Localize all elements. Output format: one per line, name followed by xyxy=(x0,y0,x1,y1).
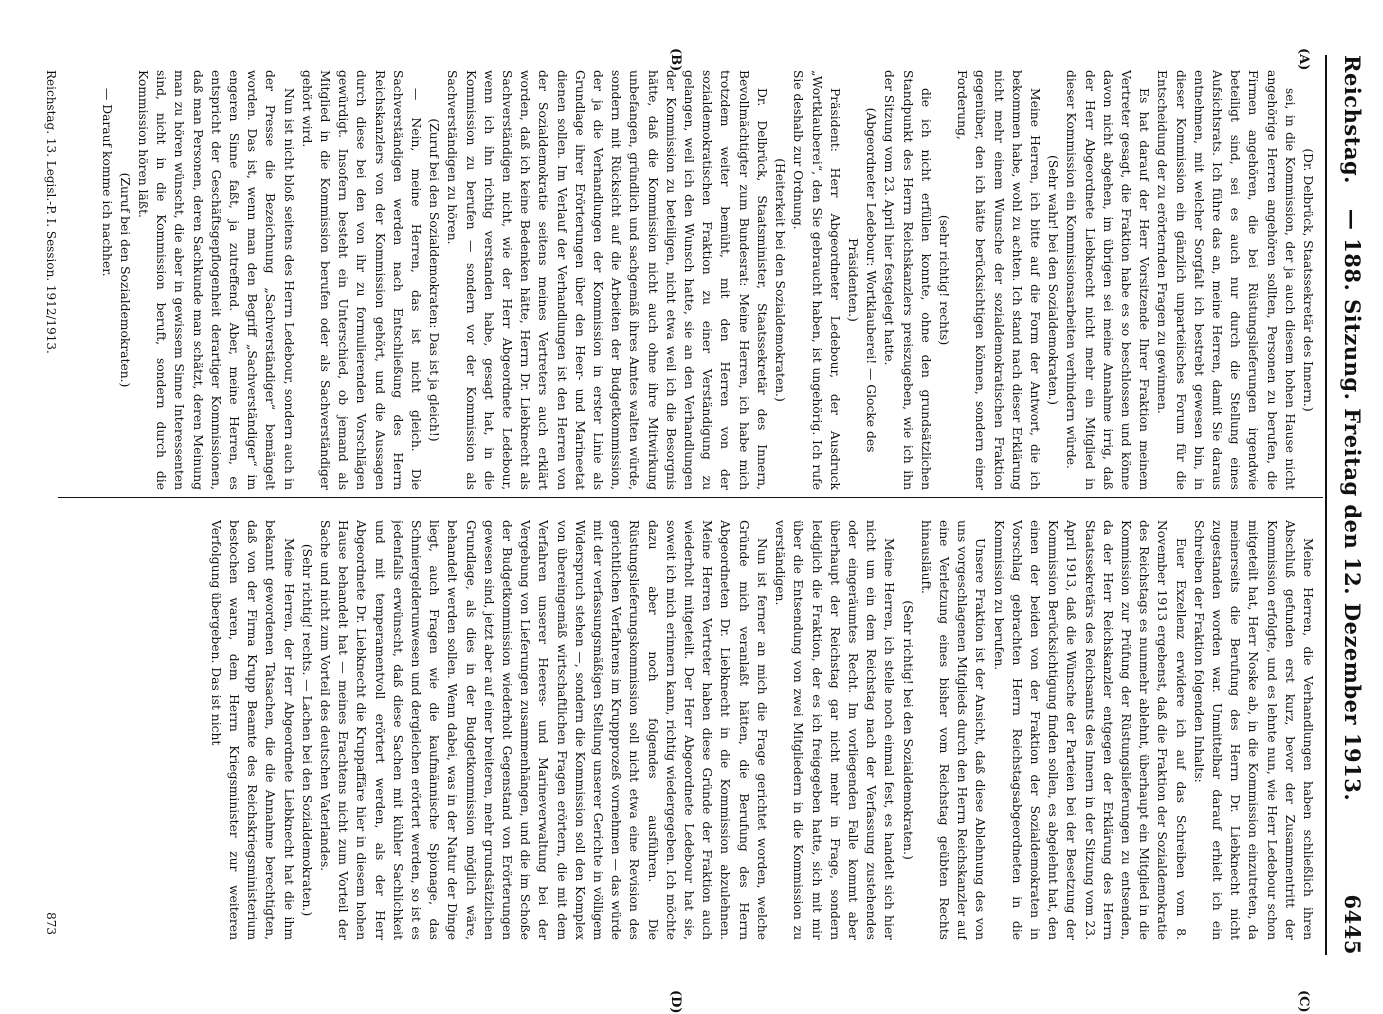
page-header xyxy=(1325,55,1365,955)
paragraph: Euer Exzellenz erwidere ich auf das Schreiben vom 8. November 1913 ergebenst, daß die Fraktion der Sozialdemokratie des Reichstags es nunmehr ablehnt, überhaupt ein Mitglied in die Kommission zur Prüfung der Rüstungslieferungen zu entsenden, da der Herr Reichskanzler entgegen der Erklärung des Herrn Staatssekretärs des Reichsamts des Innern in der Sitzung vom 23. April 1913, daß die Wünsche der Parteien bei der Besetzung der Kommission Berücksichtigung finden sollen, es abgelehnt hat, den einen der beiden von der Fraktion der Sozialdemokraten in Vorschlag gebrachten Herrn Reichstagsabgeordneten in die Kommission zu berufen. xyxy=(991,520,1188,940)
paragraph: (sehr richtig! rechts) xyxy=(936,214,951,346)
paragraph: Nun ist ferner an mich die Frage gerichtet worden, welche Gründe mich veranlaßt hätten, die Berufung des Herrn Abgeordneten Dr. Liebknecht in die Kommission abzulehnen. Meine Herren Vertreter haben diese Gründe der Fraktion auch wiederholt mitgeteilt. Der Herr Abgeordnete Ledebour hat sie, soweit ich mich erinnern kann, richtig wiedergegeben. Ich möchte dazu aber noch folgendes ausführen. Die Rüstungslieferungskommission soll nicht etwa eine Revision des gerichtlichen Verfahrens im Kruppprozeß vornehmen — das würde mit der verfassungsmäßigen Stellung unserer Gerichte in völligem Widerspruch stehen —, sondern die Kommission soll den Komplex von übereingemäß wirtschaftlichen Fragen erörtern, die mit dem Verfahren unserer Heeres- und Marineverwaltung bei der Vergebung von Lieferungen zusammenhängen, und die im Schoße der Budgetkommission wiederholt Gegenstand von Erörterungen gewesen sind, jetzt aber auf einer breiteren, mehr grundsätzlichen Grundlage, als dies in der Budgetkommission möglich wäre, behandelt werden sollen. Wenn dabei, was in der Natur der Dinge liegt, auch Fragen wie die kaufmännische Spionage, das Schmiergelderunwesen und dergleichen erörtert werden, so ist es jedenfalls erwünscht, daß diese Sachen mit kühler Sachlichkeit und mit temperamentvoll erörtert werden, als der Herr Abgeordnete Dr. Liebknecht die Kruppaffäre hier in diesem hohen Hause behandelt hat — meines Erachtens nicht zum Vorteil der Sache und nicht zum Vorteil des deutschen Vaterlandes. xyxy=(318,520,769,940)
paragraph: (Zuruf bei den Sozialdemokraten: Das ist ja gleich!) xyxy=(427,118,442,442)
paragraph: Es hat darauf der Herr Vorsitzende Ihrer Fraktion meinem Vertreter gesagt, die Fraktion habe es so beschlossen und könne davon nicht abgehen, im übrigen sei meine Annahme irrig, daß der Herr Abgeordnete Liebknecht nicht mehr ein Mitglied in dieser Kommission ein Kommissionsarbeiten verhindern würde. xyxy=(1064,70,1152,490)
margin-marker-b: (B) xyxy=(668,48,683,72)
paragraph: (Zuruf bei den Sozialdemokraten.) xyxy=(117,172,132,388)
paragraph: (Abgeordneter Ledebour: Wortklauberei! — Glocke des Präsidenten.) xyxy=(845,107,879,453)
paragraph: (Heiterkeit bei den Sozialdemokraten.) xyxy=(773,158,788,402)
header-session: — 188. Sitzung. Freitag den 12. Dezember 1913. xyxy=(1340,208,1365,802)
paragraph: (Sehr wahr! bei den Sozialdemokraten.) xyxy=(1046,155,1061,405)
margin-marker-c: (C) xyxy=(1296,990,1311,1013)
paragraph: Meine Herren, ich bitte auf die Form der Antwort, die ich bekommen habe, wohl zu achten. Ich stand nach dieser Erklärung nicht mehr einem Wunsche der sozialdemokratischen Fraktion gegenüber, den ich hätte berücksichtigen können, sondern einer Forderung, xyxy=(955,70,1042,490)
paragraph: (Dr. Delbrück, Staatssekretär des Innern.) xyxy=(1301,148,1315,412)
paragraph: — Darauf komme ich nachher. xyxy=(99,88,114,277)
paragraph: Meine Herren, der Herr Abgeordnete Liebknecht hat die ihm bekannt gewordenen Tatsachen, die die Annahme berechtigten, daß von der Firma Krupp Beamte des Reichskriegsministerium bestochen waren, dem Herrn Kriegsminister zur weiteren Verfolgung übergeben. Das ist nicht xyxy=(208,520,296,940)
paragraph: sei, in die Kommission, der ja auch diesem hohen Hause nicht angehörige Herren angehören sollten, Personen zu berufen, die Firmen angehören, die bei Rüstungslieferungen irgendwie beteiligt sind, sei es auch nur durch die Stellung eines Aufsichtsrats. Ich führe das an, meine Herren, damit Sie daraus entnehmen, mit welcher Sorgfalt ich bestrebt gewesen bin, in dieser Kommission ein gänzlich unparteiisches Forum für die Entscheidung der zu erörternden Fragen zu gewinnen. xyxy=(1155,70,1297,490)
footer-session-info: Reichstag. 13. Legisl.-P. I. Session. 1912/1913. xyxy=(44,70,58,354)
left-text-column xyxy=(67,70,1317,490)
paragraph: Dr. Delbrück, Staatsminister, Staatssekretär des Innern, Bevollmächtigter zum Bundesrat: Meine Herren, ich habe mich trotzdem weiter bemüht, mit den Herren von der sozialdemokratischen Fraktion zu einer Verständigung zu gelangen, weil ich den Wunsch hatte, sie an den Verhandlungen der Kommission zu beteiligen, nicht etwa weil ich die Besorgnis hätte, daß die Kommission nicht auch ohne ihre Mitwirkung unbefangen, gründlich und sachgemäß ihres Amtes walten würde, sondern mit Rücksicht auf die Arbeiten der Budgetkommission, der ja die Verhandlungen der Kommission in erster Linie als Grundlage ihrer Erörterungen über den Heer- und Marineetat dienen sollen. Im Verlauf der Verhandlungen ist den Herren von der Sozialdemokratie seitens meines Vertreters auch erklärt worden, daß ich keine Bedenken hätte, Herrn Dr. Liebknecht als Sachverständigen nicht, wie der Herr Abgeordnete Ledebour, wenn ich ihn richtig verstanden habe, gesagt hat, in die Kommission zu berufen — sondern vor der Kommission als Sachverständigen zu hören. xyxy=(445,70,769,490)
paragraph: Nun ist nicht bloß seitens des Herrn Ledebour, sondern auch in der Presse die Bezeichnung „Sachverständiger“ bemängelt worden. Das ist, wenn man den Begriff „Sachverständiger“ im engeren Sinne faßt, ja zutreffend. Aber, meine Herren, es entspricht der Geschäftsgepflogenheit derartiger Kommissionen, daß man Personen, deren Sachkunde man schätzt, deren Meinung man zu hören wünscht, die aber in gewissem Sinne Interessenten sind, nicht in die Kommission beruft, sondern durch die Kommission hören läßt. xyxy=(136,70,296,490)
paragraph: — Nein, meine Herren, das ist nicht gleich. Die Sachverständigen werden nach Entschließung des Herrn Reichskanzlers von der Kommission gehört, und die Aussagen durch diese bei den von ihr zu formulierenden Vorschlägen gewürdigt. Insofern besteht ein Unterschied, ob jemand als Mitglied in die Kommission berufen oder als Sachverständiger gehört wird. xyxy=(299,70,424,490)
paragraph: (Sehr richtig! rechts. — Lachen bei den Sozialdemokraten.) xyxy=(299,543,314,917)
header-rule xyxy=(1325,55,1327,955)
right-text-column xyxy=(67,520,1317,940)
header-publication: Reichstag. xyxy=(1340,55,1365,184)
footer-sheet-number: 873 xyxy=(44,912,58,935)
paragraph: Meine Herren, ich stelle noch einmal fest, es handelt sich hier nicht um ein dem Reichstag nach der Verfassung zustehendes oder eingeräumtes Recht. Im vorliegenden Falle kommt aber überhaupt der Reichstag gar nicht mehr in Frage, sondern lediglich die Fraktion, der es ich freigegeben hatte, sich mit mir über die Entsendung von zwei Mitgliedern in die Kommission zu verständigen. xyxy=(773,520,897,940)
paragraph: Unsere Fraktion ist der Ansicht, daß diese Ablehnung des von uns vorgeschlagenen Mitglieds durch den Herrn Reichskanzler auf eine Verletzung eines bisher vom Reichstag geübten Rechts hinausläuft. xyxy=(918,520,988,940)
paragraph: Präsident: Herr Abgeordneter Ledebour, der Ausdruck „Wortklauberei“, den Sie gebraucht haben, ist ungehörig. Ich rufe Sie deshalb zur Ordnung. xyxy=(791,70,842,490)
paragraph: die ich nicht erfüllen konnte, ohne den grundsätzlichen Standpunkt des Herrn Reichskanzlers preiszugeben, wie ich ihn der Sitzung vom 23. April hier festgelegt hatte. xyxy=(882,70,933,490)
column-divider xyxy=(58,497,1323,498)
header-page-number: 6445 xyxy=(1340,894,1365,955)
paragraph: (Sehr richtig! bei den Sozialdemokraten.) xyxy=(900,600,915,860)
margin-marker-a: (A) xyxy=(1296,48,1311,71)
paragraph: Meine Herren, die Verhandlungen haben schließlich ihren Abschluß gefunden erst kurz, bevor der Zusammentritt der Kommission erfolgte, und es lehnte nun, wie Herr Ledebour schon mitgeteilt hat, Herr Noske ab, in die Kommission einzutreten, da meinerseits die Berufung des Herrn Dr. Liebknecht nicht zugestanden worden war. Unmittelbar darauf erhielt ich ein Schreiben der Fraktion folgenden Inhalts: xyxy=(1191,520,1315,940)
margin-marker-d: (D) xyxy=(668,990,683,1014)
